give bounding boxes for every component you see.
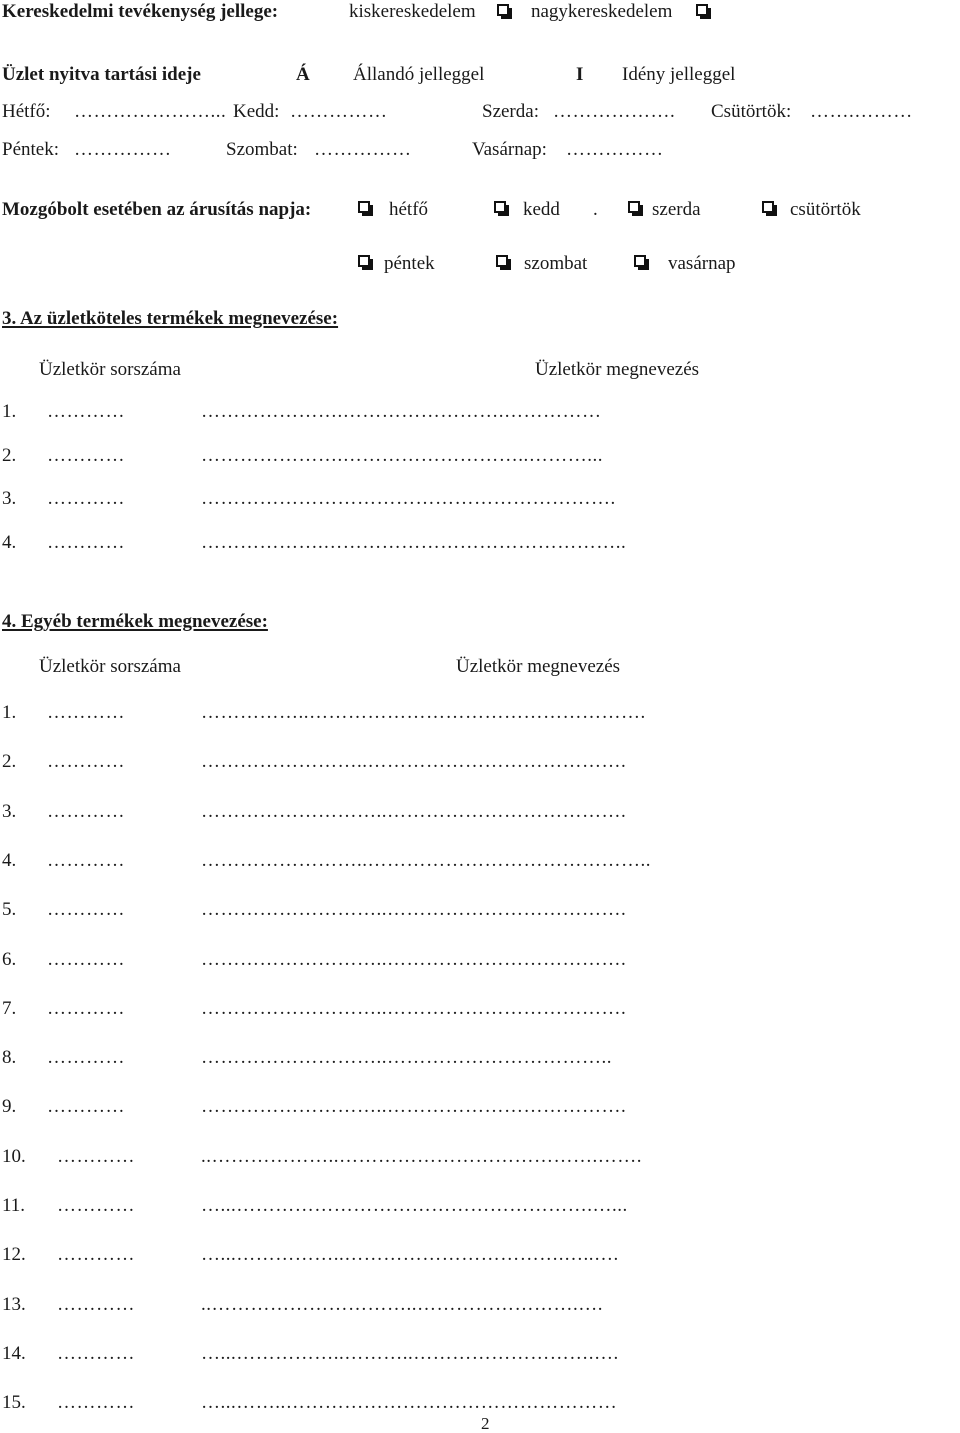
tuesday-checkbox[interactable] <box>494 201 506 213</box>
permanent-code: Á <box>296 64 310 85</box>
row-number-field[interactable]: ………… <box>57 1294 135 1314</box>
row-number-field[interactable]: ………… <box>57 1393 135 1413</box>
row-number: 15. <box>2 1392 26 1414</box>
page-number: 2 <box>481 1414 490 1433</box>
sunday-label: Vasárnap: <box>472 139 547 160</box>
row-name-field[interactable]: ………………….………………………..………... <box>201 445 603 465</box>
row-number: 1. <box>2 702 17 723</box>
option-wholesale-label: nagykereskedelem <box>531 1 673 22</box>
row-name-field[interactable]: ………………….…………………….…………… <box>201 402 602 421</box>
row-name-field[interactable]: ..…………………………..…………………….…. <box>201 1294 603 1314</box>
monday-checkbox[interactable] <box>358 201 370 213</box>
row-name-field[interactable]: ..………………..………………………………….……. <box>201 1146 642 1166</box>
section-4-heading: 4. Egyéb termékek megnevezése: <box>2 611 268 632</box>
mobile-shop-label: Mozgóbolt esetében az árusítás napja: <box>2 199 312 220</box>
row-number: 3. <box>2 488 17 509</box>
monday-label: Hétfő: <box>2 101 51 122</box>
row-number-field[interactable]: ………… <box>47 949 125 969</box>
row-number-field[interactable]: ………… <box>47 998 125 1018</box>
tuesday-option: kedd <box>523 199 560 220</box>
tuesday-hours-field[interactable]: …………… <box>290 102 388 121</box>
row-name-field[interactable]: ……………….……………………………………….. <box>201 532 627 552</box>
row-number-field[interactable]: ………… <box>57 1343 135 1363</box>
monday-hours-field[interactable]: …………………... <box>74 102 227 121</box>
row-number: 12. <box>2 1244 26 1266</box>
row-name-field[interactable]: ………………………..………………………………. <box>201 1097 627 1117</box>
seasonal-label: Idény jelleggel <box>622 64 736 85</box>
row-name-field[interactable]: ………………………………………………………. <box>201 489 616 508</box>
saturday-label: Szombat: <box>226 139 298 160</box>
saturday-option: szombat <box>524 253 588 274</box>
wednesday-option: szerda <box>652 199 701 220</box>
row-number: 8. <box>2 1047 17 1069</box>
row-number-field[interactable]: ………… <box>47 801 125 821</box>
row-number: 5. <box>2 899 17 921</box>
row-name-field[interactable]: ………………………..………………………………. <box>201 998 627 1018</box>
thursday-option: csütörtök <box>790 199 861 220</box>
row-number: 11. <box>2 1195 26 1216</box>
row-number: 14. <box>2 1342 26 1364</box>
row-number: 3. <box>2 800 17 822</box>
section-4-col-number: Üzletkör sorszáma <box>39 656 181 677</box>
row-number: 6. <box>2 948 17 970</box>
row-number: 4. <box>2 849 17 871</box>
row-name-field[interactable]: ……………………..…………………………………. <box>201 752 627 772</box>
wholesale-checkbox[interactable] <box>696 4 708 16</box>
row-number: 7. <box>2 997 17 1019</box>
row-number-field[interactable]: ………… <box>47 402 125 421</box>
opening-hours-label: Üzlet nyitva tartási ideje <box>2 64 201 85</box>
wednesday-label: Szerda: <box>482 101 539 122</box>
seasonal-code: I <box>576 64 584 85</box>
row-number-field[interactable]: ………… <box>47 445 125 465</box>
activity-type-label: Kereskedelmi tevékenység jellege: <box>2 1 279 22</box>
row-number: 9. <box>2 1096 17 1118</box>
row-number-field[interactable]: ………… <box>47 752 125 772</box>
row-number: 2. <box>2 444 17 466</box>
retail-checkbox[interactable] <box>497 4 509 16</box>
permanent-label: Állandó jelleggel <box>353 64 485 85</box>
friday-hours-field[interactable]: …………… <box>74 140 172 159</box>
row-number: 2. <box>2 751 17 773</box>
row-number-field[interactable]: ………… <box>47 1048 125 1068</box>
row-number-field[interactable]: ………… <box>47 900 125 920</box>
row-number: 4. <box>2 531 17 553</box>
sunday-checkbox[interactable] <box>634 255 646 267</box>
row-name-field[interactable]: ………………………..………………………………. <box>201 949 627 969</box>
sunday-option: vasárnap <box>668 253 736 274</box>
saturday-hours-field[interactable]: …………… <box>314 140 412 159</box>
option-retail-label: kiskereskedelem <box>349 1 476 22</box>
section-3-heading: 3. Az üzletköteles termékek megnevezése: <box>2 308 339 329</box>
row-number-field[interactable]: ………… <box>47 1097 125 1117</box>
row-number-field[interactable]: ………… <box>57 1146 135 1166</box>
row-number-field[interactable]: ………… <box>57 1245 135 1265</box>
row-name-field[interactable]: …...……………..………..……………………….…. <box>201 1343 619 1363</box>
friday-checkbox[interactable] <box>358 255 370 267</box>
row-number-field[interactable]: ………… <box>47 532 125 552</box>
row-number: 10. <box>2 1145 26 1167</box>
tuesday-label: Kedd: <box>233 101 280 122</box>
row-name-field[interactable]: ……………………..…………………………………….. <box>201 850 651 870</box>
section-4-col-name: Üzletkör megnevezés <box>456 656 621 677</box>
sunday-hours-field[interactable]: …………… <box>566 140 664 159</box>
row-name-field[interactable]: ……………..……………………………………………. <box>201 703 646 722</box>
row-number-field[interactable]: ………… <box>57 1196 135 1215</box>
row-number-field[interactable]: ………… <box>47 703 125 722</box>
row-name-field[interactable]: ………………………..…………………………….. <box>201 1048 612 1068</box>
thursday-label: Csütörtök: <box>711 101 792 122</box>
row-name-field[interactable]: ………………………..………………………………. <box>201 801 627 821</box>
wednesday-hours-field[interactable]: ………………. <box>553 102 676 121</box>
friday-label: Péntek: <box>2 139 59 160</box>
row-name-field[interactable]: …...……………………………………………….…... <box>201 1196 628 1215</box>
row-number-field[interactable]: ………… <box>47 850 125 870</box>
section-3-col-name: Üzletkör megnevezés <box>535 359 700 380</box>
friday-option: péntek <box>384 253 435 274</box>
thursday-hours-field[interactable]: …….……… <box>810 102 913 121</box>
row-name-field[interactable]: ………………………..………………………………. <box>201 900 627 920</box>
saturday-checkbox[interactable] <box>496 255 508 267</box>
row-number: 13. <box>2 1293 26 1315</box>
wednesday-checkbox[interactable] <box>628 201 640 213</box>
monday-option: hétfő <box>389 199 429 220</box>
thursday-checkbox[interactable] <box>762 201 774 213</box>
section-3-col-number: Üzletkör sorszáma <box>39 359 181 380</box>
row-name-field[interactable]: …...……..…………………………………………… <box>201 1393 618 1413</box>
row-number: 1. <box>2 401 17 422</box>
row-name-field[interactable]: …...……………..…………………………….…..…. <box>201 1245 619 1265</box>
row-number-field[interactable]: ………… <box>47 489 125 508</box>
separator-dot: . <box>593 199 598 220</box>
